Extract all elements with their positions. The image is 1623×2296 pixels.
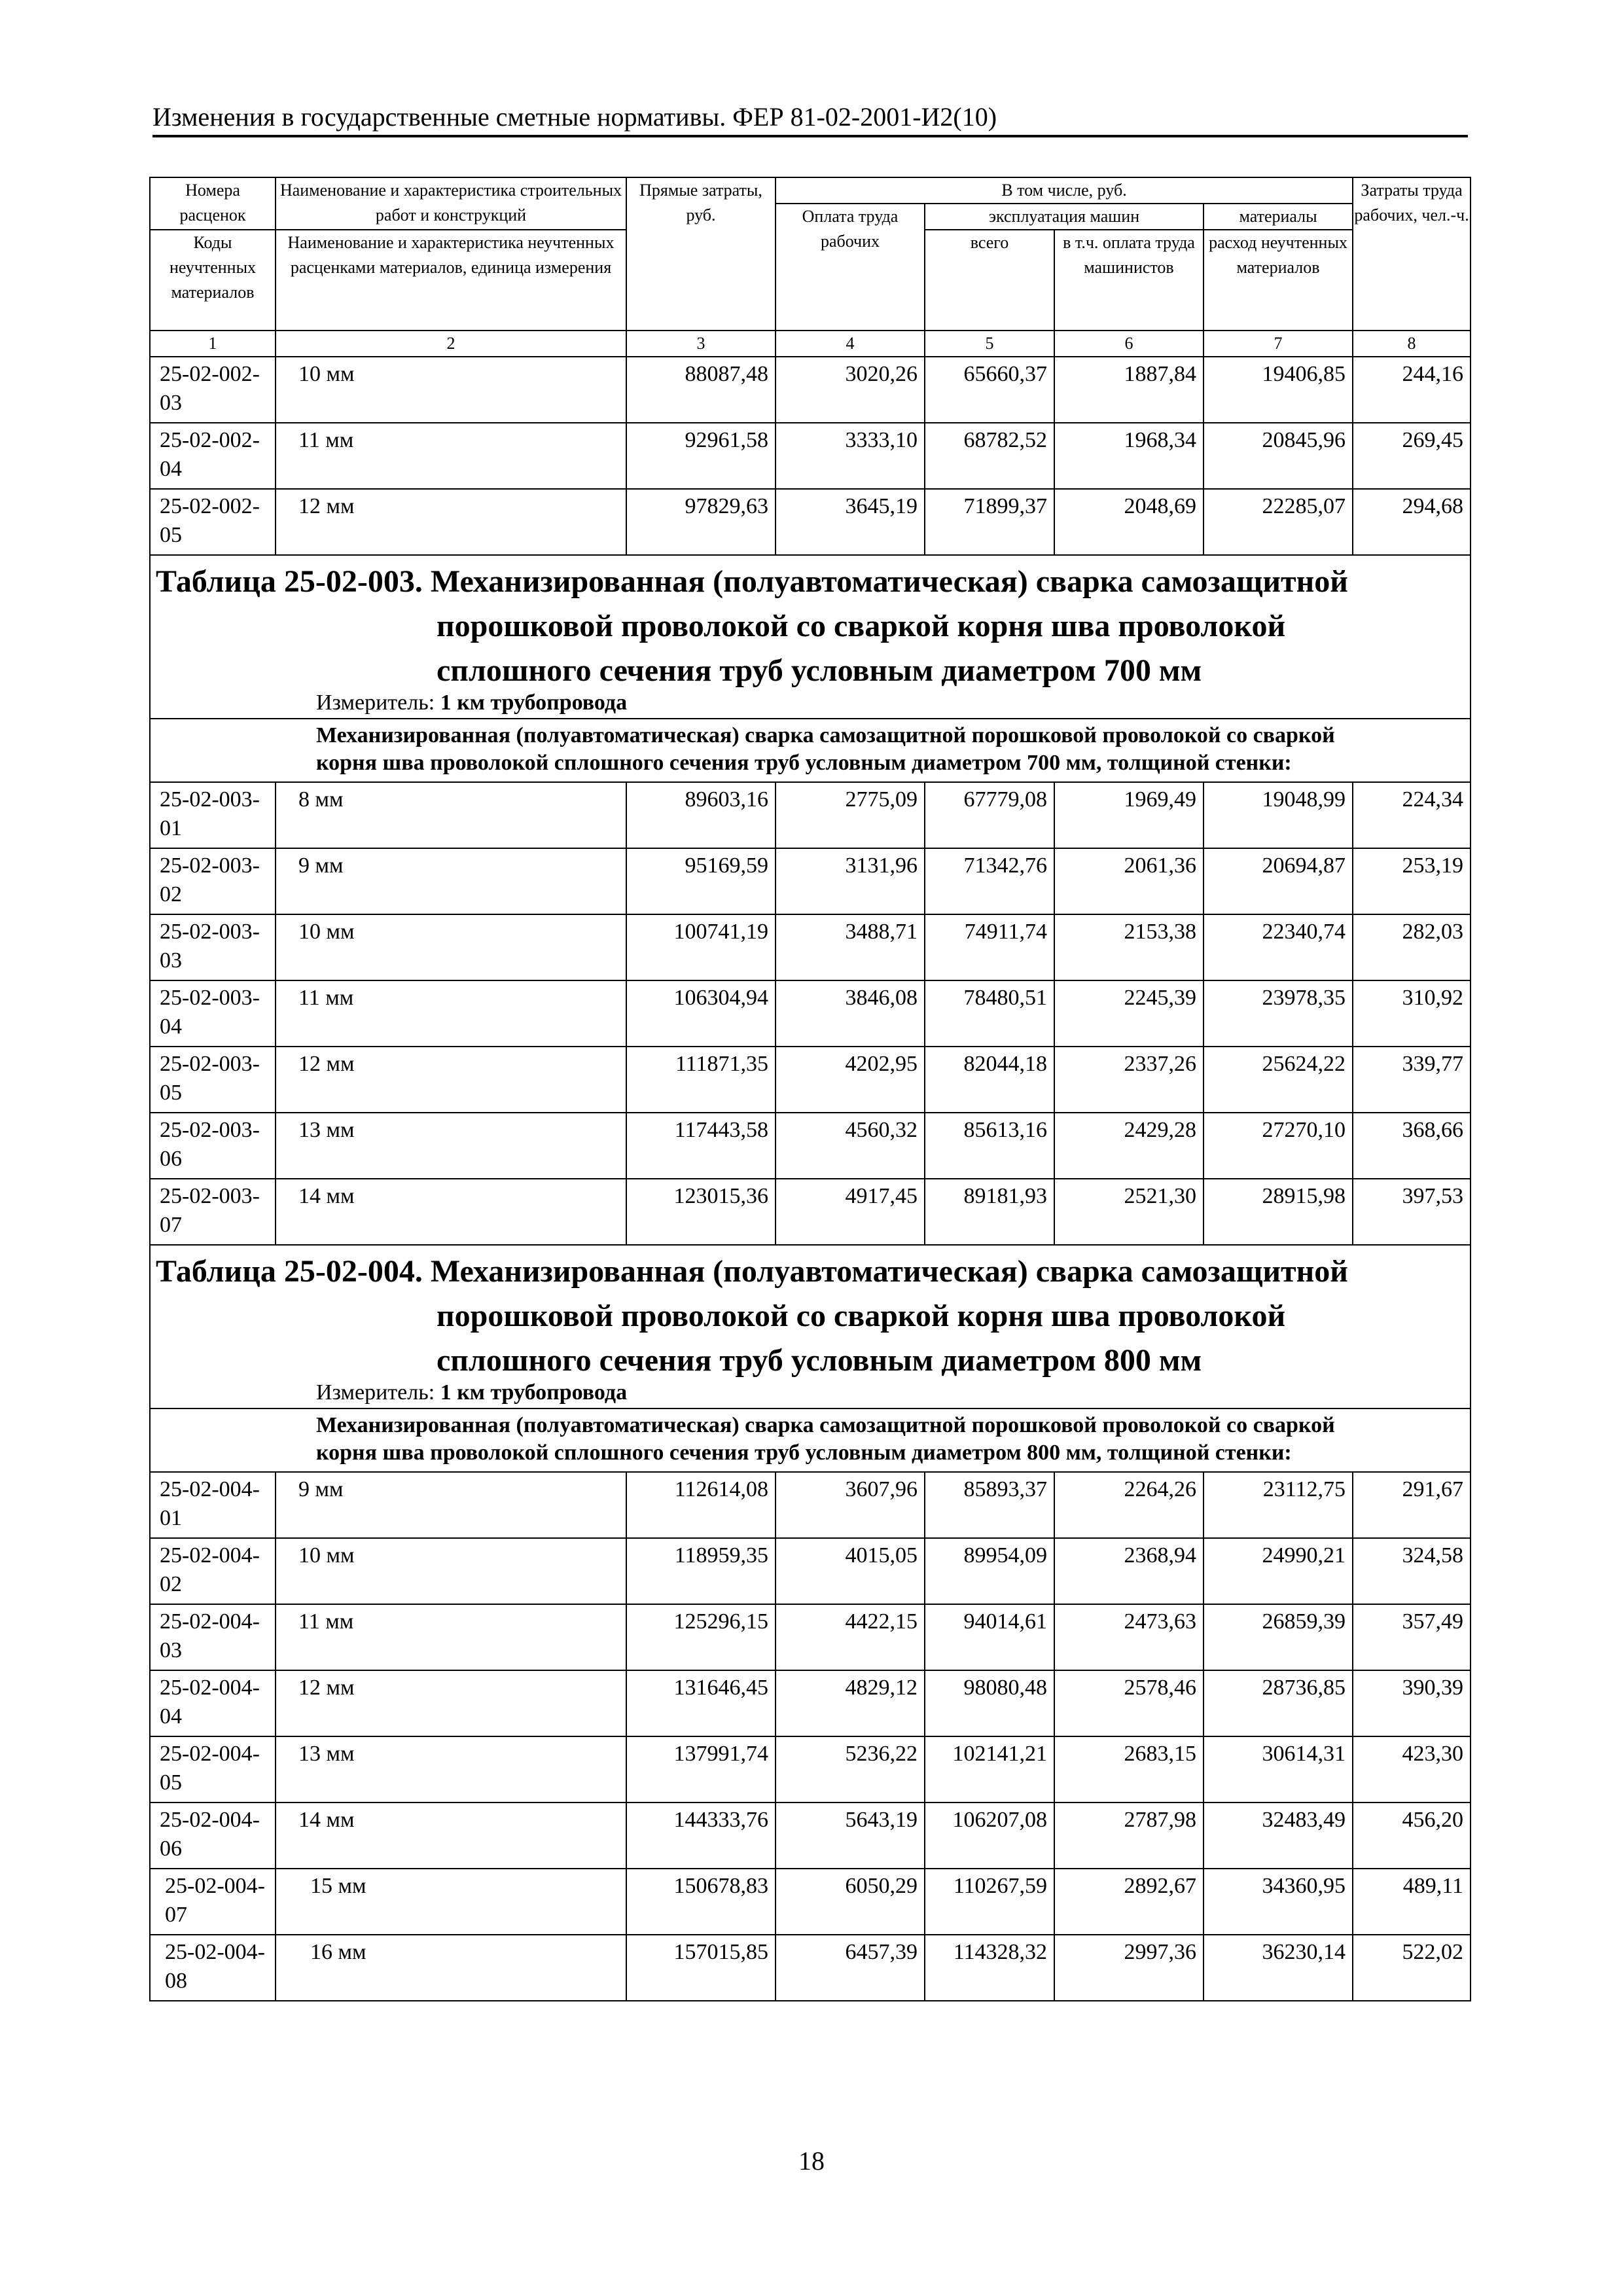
material-cost: 34360,95	[1204, 1869, 1353, 1935]
table-row	[150, 1113, 1471, 1179]
col-including-header: В том числе, руб.	[776, 177, 1353, 204]
section-header-row	[150, 719, 1471, 782]
section-header-cell	[150, 719, 1471, 782]
machine-cost: 110267,59	[925, 1869, 1054, 1935]
col-number: 7	[1204, 331, 1353, 357]
machine-cost: 89954,09	[925, 1538, 1054, 1604]
wage-cost: 4917,45	[776, 1179, 925, 1245]
section-header-line: корня шва проволокой сплошного сечения труб условным диаметром 800 мм, толщиной стенки:	[316, 1441, 1292, 1465]
wage-cost: 3488,71	[776, 914, 925, 980]
labor-hours: 489,11	[1353, 1869, 1471, 1935]
rate-name: 16 мм	[276, 1935, 626, 2001]
section-header-line: корня шва проволокой сплошного сечения труб условным диаметром 700 мм, толщиной стенки:	[316, 751, 1292, 775]
machinist-wage: 2683,15	[1054, 1736, 1204, 1803]
rate-name: 10 мм	[276, 357, 626, 423]
labor-hours: 224,34	[1353, 782, 1471, 848]
col-number: 8	[1353, 331, 1471, 357]
table-title-line: порошковой проволокой со сваркой корня шва проволокой	[437, 1299, 1286, 1333]
machine-cost: 114328,32	[925, 1935, 1054, 2001]
table-title-cell	[150, 555, 1471, 719]
col-number: 3	[626, 331, 776, 357]
direct-cost: 89603,16	[626, 782, 776, 848]
direct-cost: 111871,35	[626, 1047, 776, 1113]
material-cost: 30614,31	[1204, 1736, 1353, 1803]
direct-cost: 144333,76	[626, 1803, 776, 1869]
material-cost: 28736,85	[1204, 1670, 1353, 1736]
machinist-wage: 1969,49	[1054, 782, 1204, 848]
machinist-wage: 2473,63	[1054, 1604, 1204, 1670]
labor-hours: 357,49	[1353, 1604, 1471, 1670]
direct-cost: 137991,74	[626, 1736, 776, 1803]
col-number: 1	[150, 331, 276, 357]
machinist-wage: 2368,94	[1054, 1538, 1204, 1604]
table-row	[150, 1047, 1471, 1113]
section-header	[151, 1409, 1470, 1471]
rate-code: 25-02-002-05	[150, 489, 276, 555]
labor-hours: 294,68	[1353, 489, 1471, 555]
machine-cost: 71342,76	[925, 848, 1054, 914]
labor-hours: 368,66	[1353, 1113, 1471, 1179]
rate-code: 25-02-004-05	[150, 1736, 276, 1803]
machinist-wage: 2521,30	[1054, 1179, 1204, 1245]
rate-code: 25-02-003-07	[150, 1179, 276, 1245]
labor-hours: 522,02	[1353, 1935, 1471, 2001]
table-row	[150, 1869, 1471, 1935]
labor-hours: 456,20	[1353, 1803, 1471, 1869]
col-materials-header: материалы	[1204, 204, 1353, 230]
table-title-line: Таблица 25-02-003. Механизированная (полуавтоматическая) сварка самозащитной	[156, 564, 1348, 599]
table-title	[151, 556, 1470, 718]
labor-hours: 390,39	[1353, 1670, 1471, 1736]
header-title: Изменения в государственные сметные нормативы. ФЕР 81-02-2001-И2(10)	[152, 102, 997, 132]
col-machines-header: эксплуатация машин	[925, 204, 1204, 230]
machine-cost: 85893,37	[925, 1472, 1054, 1538]
section-header-cell	[150, 1408, 1471, 1472]
rate-code: 25-02-004-04	[150, 1670, 276, 1736]
material-cost: 23112,75	[1204, 1472, 1353, 1538]
rate-code: 25-02-003-06	[150, 1113, 276, 1179]
norms-table	[149, 177, 1471, 2001]
rate-code: 25-02-003-04	[150, 980, 276, 1047]
wage-cost: 3846,08	[776, 980, 925, 1047]
machine-cost: 89181,93	[925, 1179, 1054, 1245]
col-direct-header: Прямые затраты, руб.	[626, 177, 776, 331]
rate-code: 25-02-003-02	[150, 848, 276, 914]
direct-cost: 125296,15	[626, 1604, 776, 1670]
rate-name: 12 мм	[276, 1670, 626, 1736]
table-title-line: сплошного сечения труб условным диаметром 800 мм	[437, 1343, 1202, 1378]
labor-hours: 291,67	[1353, 1472, 1471, 1538]
col-codes-subheader: Коды неучтенных материалов	[150, 230, 276, 331]
machine-cost: 82044,18	[925, 1047, 1054, 1113]
material-cost: 22285,07	[1204, 489, 1353, 555]
rate-name: 9 мм	[276, 848, 626, 914]
table-row	[150, 357, 1471, 423]
col-names-subheader: Наименование и характеристика неучтенных расценками материалов, единица измерения	[276, 230, 626, 331]
table-title-cell	[150, 1245, 1471, 1408]
labor-hours: 423,30	[1353, 1736, 1471, 1803]
table-row	[150, 423, 1471, 489]
table-row	[150, 1935, 1471, 2001]
rate-code: 25-02-003-01	[150, 782, 276, 848]
wage-cost: 3131,96	[776, 848, 925, 914]
col-total-header: всего	[925, 230, 1054, 331]
direct-cost: 123015,36	[626, 1179, 776, 1245]
col-number: 5	[925, 331, 1054, 357]
direct-cost: 112614,08	[626, 1472, 776, 1538]
wage-cost: 5236,22	[776, 1736, 925, 1803]
direct-cost: 106304,94	[626, 980, 776, 1047]
machinist-wage: 2787,98	[1054, 1803, 1204, 1869]
col-number: 6	[1054, 331, 1204, 357]
rate-code: 25-02-002-04	[150, 423, 276, 489]
table-row	[150, 1670, 1471, 1736]
meter-value: 1 км трубопровода	[440, 691, 628, 715]
wage-cost: 4829,12	[776, 1670, 925, 1736]
material-cost: 27270,10	[1204, 1113, 1353, 1179]
table-row	[150, 848, 1471, 914]
material-cost: 20845,96	[1204, 423, 1353, 489]
machine-cost: 85613,16	[925, 1113, 1054, 1179]
material-cost: 19406,85	[1204, 357, 1353, 423]
machine-cost: 67779,08	[925, 782, 1054, 848]
rate-code: 25-02-004-06	[150, 1803, 276, 1869]
rate-name: 13 мм	[276, 1736, 626, 1803]
table-row	[150, 914, 1471, 980]
direct-cost: 92961,58	[626, 423, 776, 489]
table-row	[150, 1179, 1471, 1245]
labor-hours: 310,92	[1353, 980, 1471, 1047]
material-cost: 19048,99	[1204, 782, 1353, 848]
rate-name: 10 мм	[276, 914, 626, 980]
machinist-wage: 2048,69	[1054, 489, 1204, 555]
rate-name: 11 мм	[276, 980, 626, 1047]
col-number: 4	[776, 331, 925, 357]
machinist-wage: 2264,26	[1054, 1472, 1204, 1538]
machine-cost: 106207,08	[925, 1803, 1054, 1869]
wage-cost: 4015,05	[776, 1538, 925, 1604]
machinist-wage: 2429,28	[1054, 1113, 1204, 1179]
col-material-use-header: расход неучтенных материалов	[1204, 230, 1353, 331]
rate-code: 25-02-003-05	[150, 1047, 276, 1113]
meter-label: Измеритель:	[316, 691, 435, 715]
wage-cost: 3607,96	[776, 1472, 925, 1538]
machinist-wage: 2578,46	[1054, 1670, 1204, 1736]
machine-cost: 98080,48	[925, 1670, 1054, 1736]
rate-name: 12 мм	[276, 489, 626, 555]
machinist-wage: 2997,36	[1054, 1935, 1204, 2001]
measurement-unit	[316, 1380, 627, 1405]
table-row	[150, 1604, 1471, 1670]
table-title	[151, 1246, 1470, 1408]
table-title-row	[150, 1245, 1471, 1408]
material-cost: 26859,39	[1204, 1604, 1353, 1670]
labor-hours: 324,58	[1353, 1538, 1471, 1604]
rate-code: 25-02-004-08	[150, 1935, 276, 2001]
labor-hours: 253,19	[1353, 848, 1471, 914]
material-cost: 28915,98	[1204, 1179, 1353, 1245]
table-title-line: Таблица 25-02-004. Механизированная (полуавтоматическая) сварка самозащитной	[156, 1254, 1348, 1289]
machine-cost: 102141,21	[925, 1736, 1054, 1803]
section-header-row	[150, 1408, 1471, 1472]
rate-name: 11 мм	[276, 1604, 626, 1670]
page-number: 18	[798, 2146, 825, 2176]
material-cost: 32483,49	[1204, 1803, 1353, 1869]
meter-value: 1 км трубопровода	[440, 1380, 628, 1405]
machine-cost: 68782,52	[925, 423, 1054, 489]
rate-code: 25-02-004-01	[150, 1472, 276, 1538]
labor-hours: 282,03	[1353, 914, 1471, 980]
rate-code: 25-02-004-07	[150, 1869, 276, 1935]
labor-hours: 244,16	[1353, 357, 1471, 423]
rate-code: 25-02-004-03	[150, 1604, 276, 1670]
col-machinist-wage-header: в т.ч. оплата труда машинистов	[1054, 230, 1204, 331]
wage-cost: 5643,19	[776, 1803, 925, 1869]
machinist-wage: 2245,39	[1054, 980, 1204, 1047]
direct-cost: 88087,48	[626, 357, 776, 423]
rate-name: 8 мм	[276, 782, 626, 848]
material-cost: 23978,35	[1204, 980, 1353, 1047]
col-wage-header: Оплата труда рабочих	[776, 204, 925, 331]
column-numbers-row	[150, 331, 1471, 357]
wage-cost: 2775,09	[776, 782, 925, 848]
section-header	[151, 719, 1470, 781]
wage-cost: 6050,29	[776, 1869, 925, 1935]
table-row	[150, 1472, 1471, 1538]
wage-cost: 4560,32	[776, 1113, 925, 1179]
wage-cost: 6457,39	[776, 1935, 925, 2001]
table-row	[150, 1538, 1471, 1604]
rate-code: 25-02-004-02	[150, 1538, 276, 1604]
col-number: 2	[276, 331, 626, 357]
wage-cost: 3333,10	[776, 423, 925, 489]
table-row	[150, 782, 1471, 848]
table-title-line: порошковой проволокой со сваркой корня шва проволокой	[437, 609, 1286, 643]
rate-name: 11 мм	[276, 423, 626, 489]
machinist-wage: 1887,84	[1054, 357, 1204, 423]
table-row	[150, 489, 1471, 555]
labor-hours: 339,77	[1353, 1047, 1471, 1113]
rate-name: 14 мм	[276, 1179, 626, 1245]
table-title-line: сплошного сечения труб условным диаметром 700 мм	[437, 653, 1202, 688]
machinist-wage: 2892,67	[1054, 1869, 1204, 1935]
page-header	[152, 98, 1468, 137]
direct-cost: 95169,59	[626, 848, 776, 914]
direct-cost: 157015,85	[626, 1935, 776, 2001]
labor-hours: 269,45	[1353, 423, 1471, 489]
material-cost: 20694,87	[1204, 848, 1353, 914]
section-header-line: Механизированная (полуавтоматическая) сварка самозащитной порошковой проволокой со сваркой	[316, 1413, 1335, 1437]
rate-name: 9 мм	[276, 1472, 626, 1538]
direct-cost: 150678,83	[626, 1869, 776, 1935]
wage-cost: 3645,19	[776, 489, 925, 555]
machinist-wage: 2153,38	[1054, 914, 1204, 980]
col-names-header: Наименование и характеристика строительных работ и конструкций	[276, 177, 626, 230]
rate-name: 10 мм	[276, 1538, 626, 1604]
wage-cost: 4202,95	[776, 1047, 925, 1113]
material-cost: 36230,14	[1204, 1935, 1353, 2001]
rate-code: 25-02-003-03	[150, 914, 276, 980]
rate-code: 25-02-002-03	[150, 357, 276, 423]
machine-cost: 78480,51	[925, 980, 1054, 1047]
direct-cost: 100741,19	[626, 914, 776, 980]
labor-hours: 397,53	[1353, 1179, 1471, 1245]
machinist-wage: 2337,26	[1054, 1047, 1204, 1113]
machinist-wage: 1968,34	[1054, 423, 1204, 489]
rate-name: 13 мм	[276, 1113, 626, 1179]
table-row	[150, 1736, 1471, 1803]
machine-cost: 71899,37	[925, 489, 1054, 555]
material-cost: 22340,74	[1204, 914, 1353, 980]
header-row-1	[150, 177, 1471, 204]
direct-cost: 118959,35	[626, 1538, 776, 1604]
machine-cost: 65660,37	[925, 357, 1054, 423]
wage-cost: 3020,26	[776, 357, 925, 423]
col-labor-header: Затраты труда рабочих, чел.-ч.	[1353, 177, 1471, 331]
measurement-unit	[316, 691, 627, 715]
section-header-line: Механизированная (полуавтоматическая) сварка самозащитной порошковой проволокой со сваркой	[316, 723, 1335, 747]
table-row	[150, 1803, 1471, 1869]
direct-cost: 117443,58	[626, 1113, 776, 1179]
machine-cost: 94014,61	[925, 1604, 1054, 1670]
rate-name: 14 мм	[276, 1803, 626, 1869]
material-cost: 25624,22	[1204, 1047, 1353, 1113]
material-cost: 24990,21	[1204, 1538, 1353, 1604]
col-codes-header: Номера расценок	[150, 177, 276, 230]
rate-name: 15 мм	[276, 1869, 626, 1935]
direct-cost: 131646,45	[626, 1670, 776, 1736]
meter-label: Измеритель:	[316, 1380, 435, 1405]
rate-name: 12 мм	[276, 1047, 626, 1113]
direct-cost: 97829,63	[626, 489, 776, 555]
table-title-row	[150, 555, 1471, 719]
machinist-wage: 2061,36	[1054, 848, 1204, 914]
wage-cost: 4422,15	[776, 1604, 925, 1670]
table-row	[150, 980, 1471, 1047]
machine-cost: 74911,74	[925, 914, 1054, 980]
